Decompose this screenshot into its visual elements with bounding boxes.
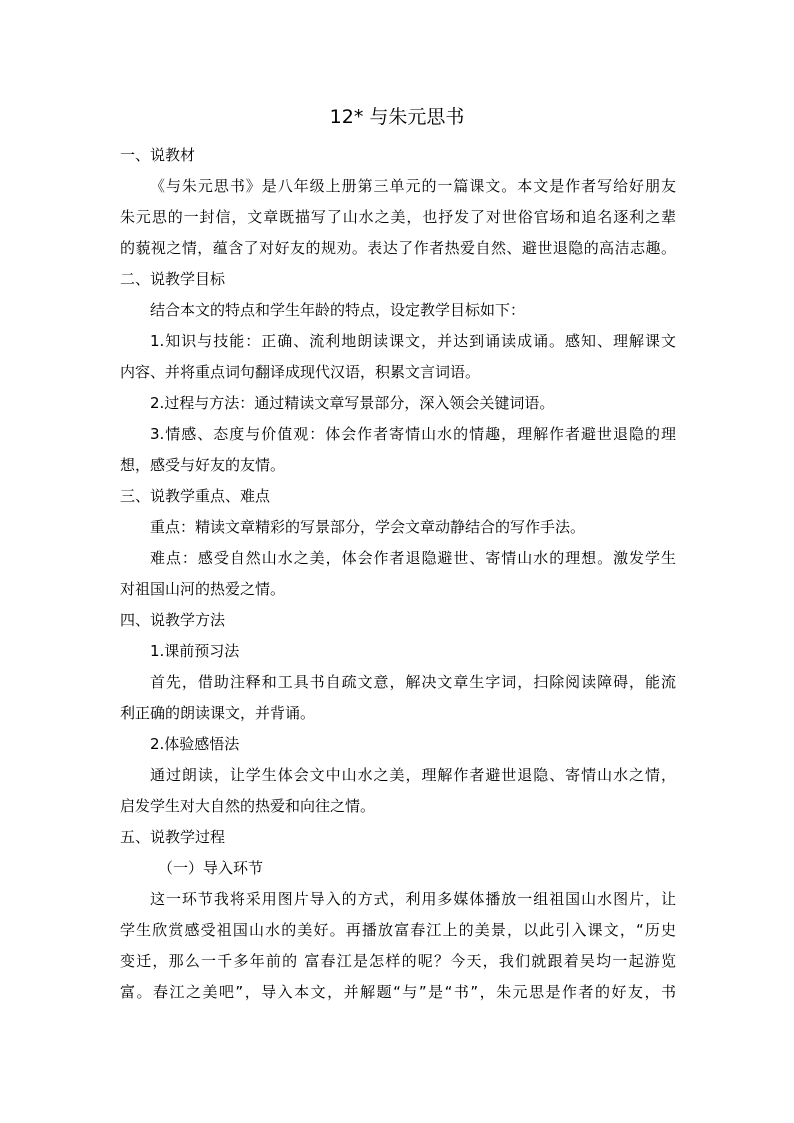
paragraph-line: 学生欣赏感受祖国山水的美好。再播放富春江上的美景，以此引入课文，“历史 (120, 921, 676, 939)
paragraph-line: 结合本文的特点和学生年龄的特点，设定教学目标如下： (150, 301, 526, 319)
paragraph-line: 富。春江之美吧”，导入本文，并解题“与”是“书”，朱元思是作者的好友，书 (120, 983, 676, 1001)
paragraph-line: 重点：精读文章精彩的写景部分，学会文章动静结合的写作手法。 (150, 518, 586, 536)
paragraph-line: 变迁，那么一千多年前的 富春江是怎样的呢？今天，我们就跟着吴均一起游览 (120, 952, 676, 970)
section-heading-objectives: 二、说教学目标 (120, 270, 226, 288)
paragraph-line: 通过朗读，让学生体会文中山水之美，理解作者避世退隐、寄情山水之情， (150, 766, 676, 784)
document-title: 12* 与朱元思书 (329, 106, 465, 128)
section-heading-methods: 四、说教学方法 (120, 611, 226, 629)
subheading-introduction: （一）导入环节 (158, 859, 264, 877)
paragraph-line: 朱元思的一封信，文章既描写了山水之美，也抒发了对世俗官场和追名逐利之辈 (120, 208, 676, 226)
paragraph-line: 想，感受与好友的友情。 (120, 456, 286, 474)
section-heading-key-points: 三、说教学重点、难点 (120, 487, 271, 505)
subheading-preview-method: 1.课前预习法 (150, 642, 240, 660)
paragraph-line: 启发学生对大自然的热爱和向往之情。 (120, 797, 376, 815)
paragraph-line: 利正确的朗读课文，并背诵。 (120, 704, 316, 722)
paragraph-line: 首先，借助注释和工具书自疏文意，解决文章生字词，扫除阅读障碍，能流 (150, 673, 676, 691)
section-heading-process: 五、说教学过程 (120, 828, 226, 846)
section-heading-textbook: 一、说教材 (120, 146, 196, 164)
paragraph-line: 1.知识与技能：正确、流利地朗读课文，并达到诵读成诵。感知、理解课文 (150, 332, 676, 350)
paragraph-line: 这一环节我将采用图片导入的方式，利用多媒体播放一组祖国山水图片，让 (150, 890, 676, 908)
paragraph-line: 《与朱元思书》是八年级上册第三单元的一篇课文。本文是作者写给好朋友 (150, 177, 676, 195)
paragraph-line: 内容、并将重点词句翻译成现代汉语，积累文言词语。 (120, 363, 481, 381)
paragraph-line: 对祖国山河的热爱之情。 (120, 580, 286, 598)
subheading-experience-method: 2.体验感悟法 (150, 735, 240, 753)
paragraph-line: 3.情感、态度与价值观：体会作者寄情山水的情趣，理解作者避世退隐的理 (150, 425, 676, 443)
paragraph-line: 难点：感受自然山水之美，体会作者退隐避世、寄情山水的理想。激发学生 (150, 549, 676, 567)
paragraph-line: 的藐视之情，蕴含了对好友的规劝。表达了作者热爱自然、避世退隐的高洁志趣。 (120, 239, 676, 257)
paragraph-line: 2.过程与方法：通过精读文章写景部分，深入领会关键词语。 (150, 394, 555, 412)
